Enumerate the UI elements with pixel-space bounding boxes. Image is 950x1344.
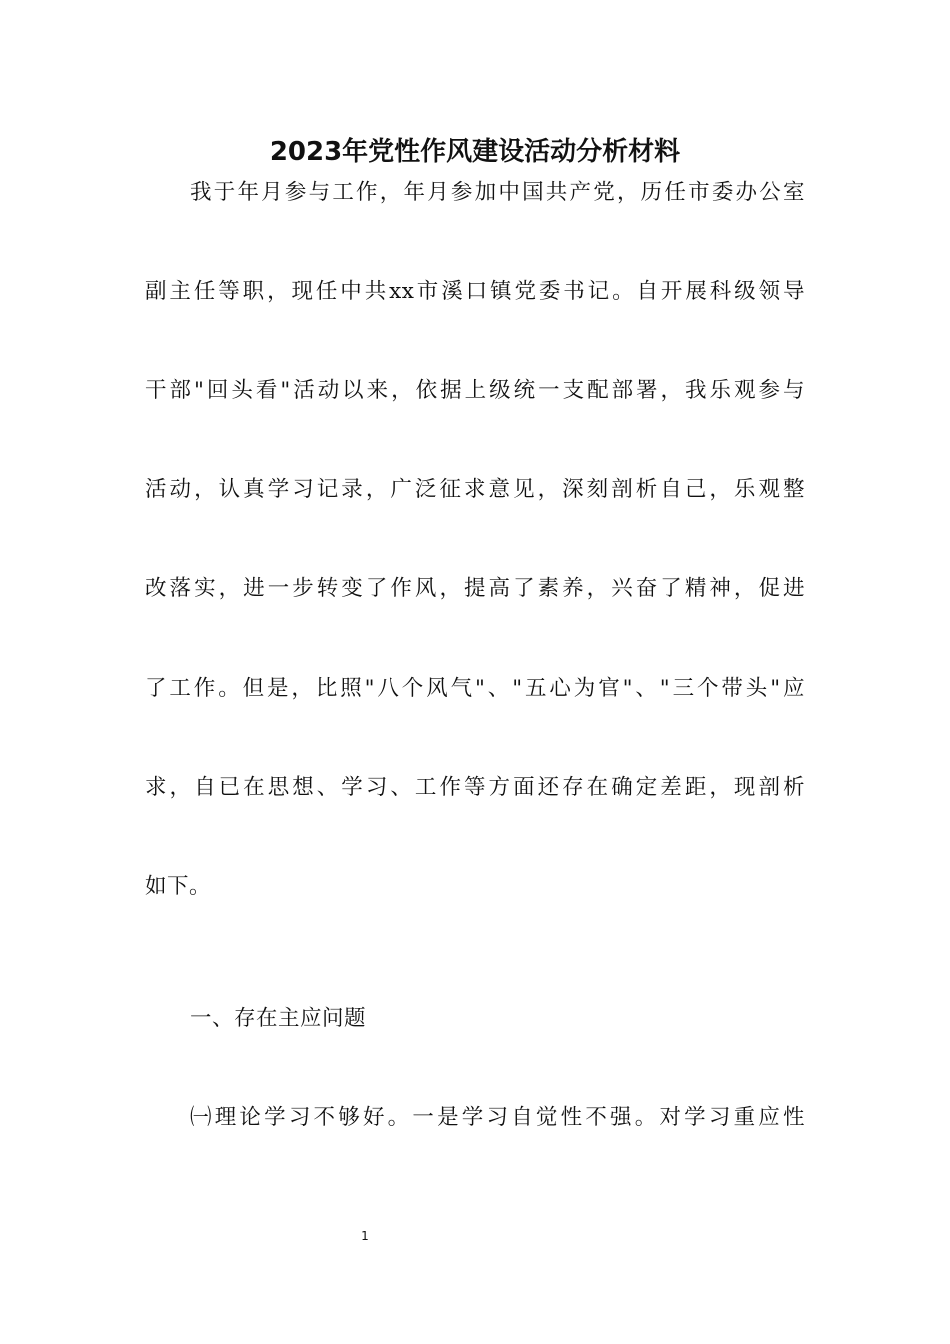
page-number: 1 — [361, 1229, 369, 1243]
document-title: 2023年党性作风建设活动分析材料 — [269, 137, 681, 167]
paragraph-1-line-4: 活动，认真学习记录，广泛征求意见，深刻剖析自己，乐观整 — [145, 477, 805, 502]
paragraph-1-line-5: 改落实，进一步转变了作风，提高了素养，兴奋了精神，促进 — [145, 576, 805, 601]
paragraph-1-line-7: 求，自已在思想、学习、工作等方面还存在确定差距，现剖析 — [145, 775, 805, 800]
paragraph-1-line-1: 我于年月参与工作，年月参加中国共产党，历任市委办公室 — [190, 180, 805, 205]
paragraph-1-line-8: 如下。 — [145, 874, 212, 899]
paragraph-2-line-1: ㈠理论学习不够好。一是学习自觉性不强。对学习重应性 — [190, 1105, 805, 1130]
paragraph-1-line-6: 了工作。但是，比照"八个风气"、"五心为官"、"三个带头"应 — [145, 676, 805, 701]
paragraph-1-line-2: 副主任等职，现任中共xx市溪口镇党委书记。自开展科级领导 — [145, 279, 805, 304]
section-heading: 一、存在主应问题 — [190, 1006, 367, 1031]
paragraph-1-line-3: 干部"回头看"活动以来，依据上级统一支配部署，我乐观参与 — [145, 378, 805, 403]
